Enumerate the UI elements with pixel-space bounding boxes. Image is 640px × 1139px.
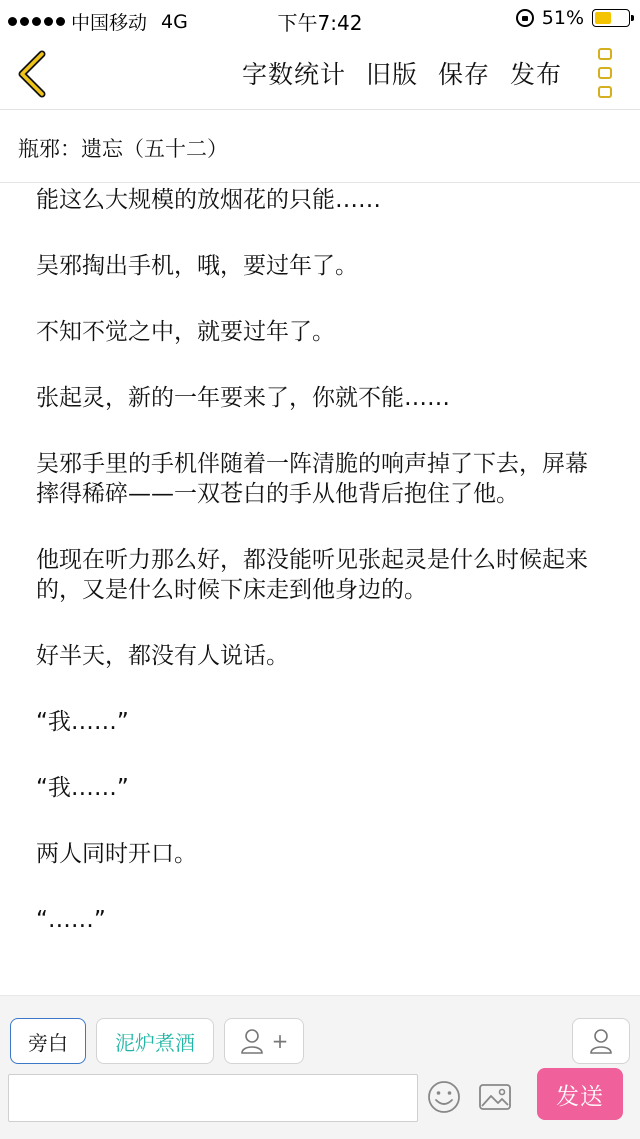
content-paragraph: “……” — [36, 907, 106, 933]
chapter-title[interactable]: 瓶邪：遗忘（五十二） — [18, 137, 228, 161]
narration-chip[interactable]: 旁白 — [10, 1018, 86, 1064]
image-icon[interactable] — [478, 1080, 512, 1114]
more-vertical-icon[interactable] — [598, 48, 614, 98]
content-paragraph: 张起灵，新的一年要来了，你就不能…… — [36, 385, 450, 411]
plus-icon: + — [271, 1029, 289, 1053]
rotation-lock-icon — [516, 9, 534, 27]
save-button[interactable]: 保存 — [437, 60, 490, 89]
content-paragraph: “我……” — [36, 709, 129, 735]
content-paragraph: 吴邪手里的手机伴随着一阵清脆的响声掉了下去，屏幕摔得稀碎——一双苍白的手从他背后抱住了他。 — [36, 451, 588, 507]
send-button[interactable]: 发送 — [537, 1068, 623, 1120]
old-version-button[interactable]: 旧版 — [365, 60, 418, 89]
nav-actions — [242, 55, 562, 91]
word-count-button[interactable]: 字数统计 — [241, 60, 346, 89]
content-paragraph: 他现在听力那么好，都没能听见张起灵是什么时候起来的，又是什么时候下床走到他身边的。 — [36, 547, 588, 603]
battery-icon — [592, 9, 630, 27]
chevron-left-icon[interactable] — [14, 50, 50, 98]
content-paragraph: 能这么大规模的放烟花的只能…… — [36, 187, 381, 213]
add-role-button[interactable] — [224, 1018, 304, 1064]
content-paragraph: 好半天，都没有人说话。 — [36, 643, 289, 669]
user-icon — [240, 1028, 264, 1054]
smiley-icon[interactable] — [427, 1080, 461, 1114]
title-divider — [0, 182, 640, 183]
profile-button[interactable] — [572, 1018, 630, 1064]
content-paragraph: 两人同时开口。 — [36, 841, 197, 867]
battery-percent: 51% — [541, 7, 584, 29]
status-bar — [0, 0, 640, 38]
character-chip[interactable]: 泥炉煮酒 — [96, 1018, 214, 1064]
content-paragraph: “我……” — [36, 775, 129, 801]
user-icon — [589, 1028, 613, 1054]
content-paragraph: 不知不觉之中，就要过年了。 — [36, 319, 335, 345]
network-type: 4G — [161, 10, 188, 33]
content-paragraph: 吴邪掏出手机，哦，要过年了。 — [36, 253, 358, 279]
battery-fill — [595, 12, 611, 24]
compose-toolbar — [0, 995, 640, 1139]
publish-button[interactable]: 发布 — [509, 60, 562, 89]
nav-bar — [0, 38, 640, 110]
status-right — [516, 7, 630, 29]
carrier-name: 中国移动 — [71, 12, 148, 34]
status-time: 下午7:42 — [277, 11, 363, 35]
message-input[interactable] — [8, 1074, 418, 1122]
chapter-content[interactable] — [36, 185, 596, 971]
